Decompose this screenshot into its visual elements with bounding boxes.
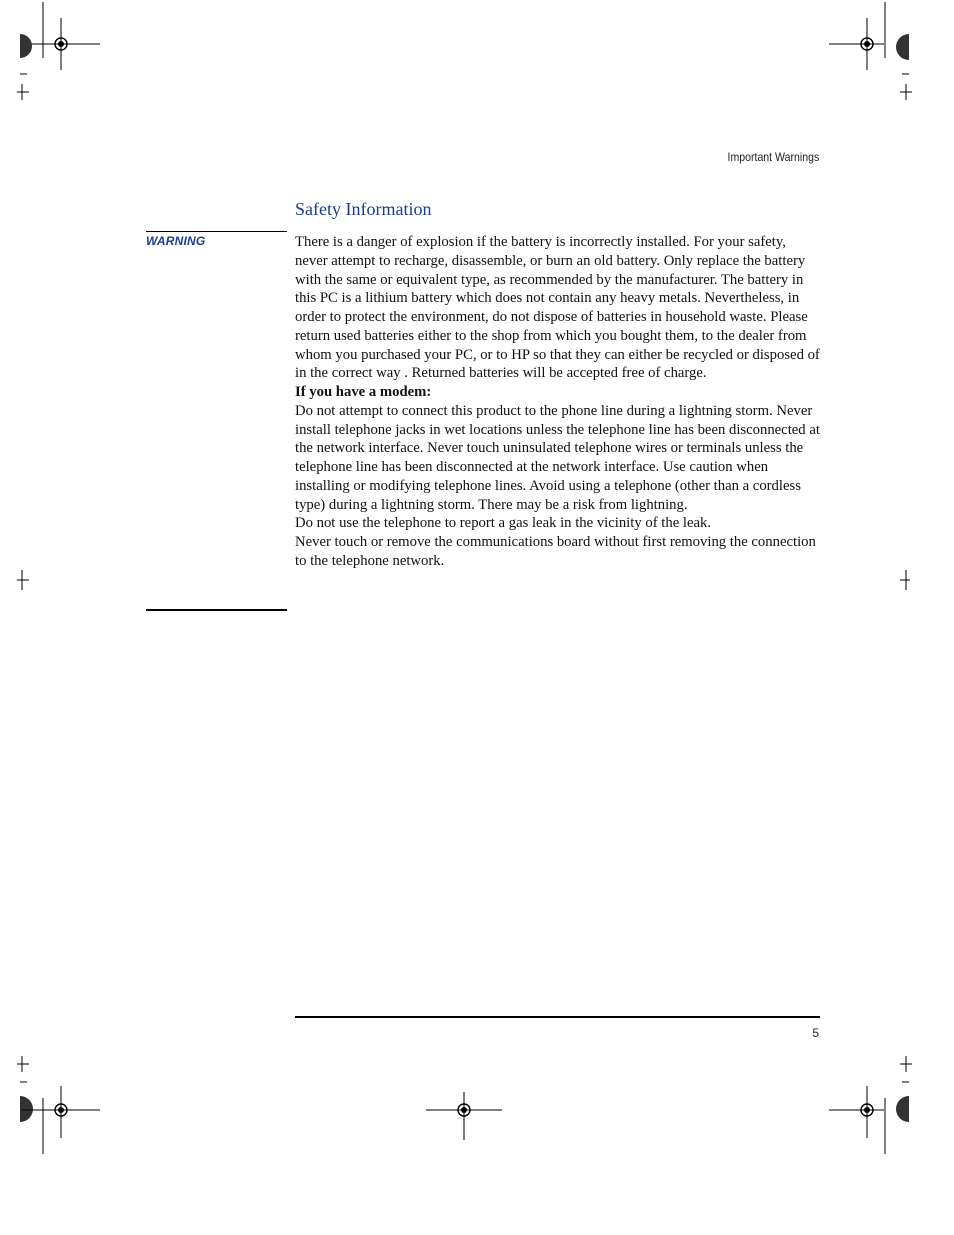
- warning-top-rule: [146, 231, 287, 232]
- page-number: 5: [812, 1026, 819, 1040]
- modem-paragraph: Do not attempt to connect this product to the phone line during a lightning storm. Never install telephone jacks in wet locations unless the telephone line has been disconnected at the network interface. Never touch uninsulated telephone wires or terminals unless the telephone line has been disconnected at the network interface. Use caution when installing or modifying telephone lines. Avoid using a telephone (other than a cordless type) during a lightning storm. There may be a risk from lightning.: [295, 402, 820, 513]
- crop-marks-top-right: [824, 0, 954, 110]
- section-title: Safety Information: [295, 199, 432, 219]
- warning-label: WARNING: [146, 234, 206, 248]
- crop-marks-bottom-left: [0, 1050, 110, 1160]
- gas-leak-paragraph: Do not use the telephone to report a gas leak in the vicinity of the leak.: [295, 515, 712, 532]
- comm-board-paragraph: Never touch or remove the communications board without first removing the connection to the telephone network.: [295, 534, 816, 569]
- registration-mark-bottom-center: [420, 1090, 510, 1144]
- footer-rule: [295, 1016, 820, 1018]
- registration-mark-mid-right: [896, 568, 916, 592]
- warning-body: [295, 233, 820, 571]
- warning-bottom-rule: [146, 609, 287, 611]
- crop-marks-top-left: [0, 0, 110, 110]
- crop-marks-bottom-right: [824, 1050, 954, 1160]
- running-header: Important Warnings: [727, 150, 819, 164]
- battery-paragraph: There is a danger of explosion if the battery is incorrectly installed. For your safety, never attempt to recharge, disassemble, or burn an old battery. Only replace the battery with the same or equivalent type, as recommended by the manufacturer. The battery in this PC is a lithium battery which does not contain any heavy metals. Nevertheless, in order to protect the environment, do not dispose of batteries in household waste. Please return used batteries either to the shop from which you bought them, to the dealer from whom you purchased your PC, or to HP so that they can either be recycled or disposed of in the correct way . Returned batteries will be accepted free of charge.: [295, 234, 820, 382]
- modem-heading: If you have a modem:: [295, 384, 432, 400]
- registration-mark-mid-left: [14, 568, 34, 592]
